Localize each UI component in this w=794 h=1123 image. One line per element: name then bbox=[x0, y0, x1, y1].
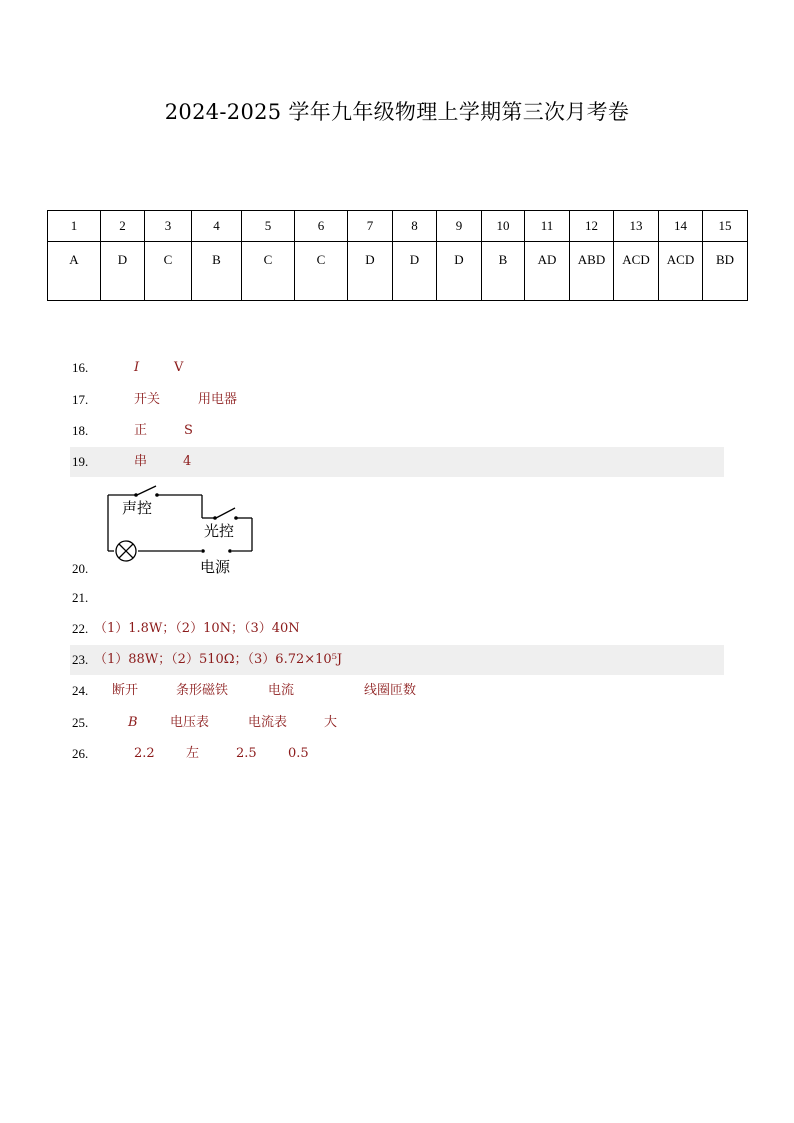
question-number-cell: 4 bbox=[192, 211, 242, 242]
power-source-label: 电源 bbox=[200, 558, 231, 576]
power-terminal bbox=[228, 549, 232, 553]
question-18 bbox=[70, 416, 724, 446]
question-20 bbox=[70, 554, 724, 584]
question-number-cell: 10 bbox=[482, 211, 525, 242]
answer-blank-1: 断开 bbox=[112, 683, 139, 698]
question-16 bbox=[70, 353, 724, 383]
question-19 bbox=[70, 447, 724, 477]
question-number-cell: 9 bbox=[437, 211, 482, 242]
answer-cell: B bbox=[482, 242, 525, 301]
question-number: 16. bbox=[72, 360, 89, 375]
question-number: 23. bbox=[72, 652, 89, 667]
answer-cell: BD bbox=[703, 242, 748, 301]
question-number: 20. bbox=[72, 561, 89, 576]
question-number-cell: 13 bbox=[614, 211, 659, 242]
answer-cell: D bbox=[348, 242, 393, 301]
question-26 bbox=[70, 739, 724, 769]
answer-cell: ACD bbox=[659, 242, 703, 301]
question-number: 25. bbox=[72, 715, 89, 730]
answer-blank-1: 串 bbox=[134, 454, 148, 469]
answer-table bbox=[47, 210, 748, 301]
answer-cell: ACD bbox=[614, 242, 659, 301]
answer-blank-1: B bbox=[128, 715, 138, 730]
question-number: 24. bbox=[72, 683, 89, 698]
question-number-cell: 2 bbox=[101, 211, 145, 242]
question-number-cell: 1 bbox=[48, 211, 101, 242]
answer-blank-4: 0.5 bbox=[288, 746, 309, 761]
answer-cell: D bbox=[393, 242, 437, 301]
question-number: 26. bbox=[72, 746, 89, 761]
answer-text: （1）1.8W；（2）10N；（3）40N bbox=[94, 621, 300, 636]
question-24 bbox=[70, 676, 724, 706]
answer-blank-2: 4 bbox=[183, 454, 192, 469]
answer-cell: ABD bbox=[570, 242, 614, 301]
answer-blank-3: 电流表 bbox=[248, 715, 288, 730]
table-answer-row bbox=[48, 242, 748, 301]
question-17 bbox=[70, 385, 724, 415]
answer-cell: C bbox=[295, 242, 348, 301]
question-number-cell: 11 bbox=[525, 211, 570, 242]
answer-blank-2: 用电器 bbox=[198, 392, 238, 407]
answer-cell: D bbox=[101, 242, 145, 301]
answer-blank-2: V bbox=[174, 360, 184, 375]
answer-blank-4: 线圈匝数 bbox=[364, 683, 417, 698]
question-number-cell: 12 bbox=[570, 211, 614, 242]
question-number-cell: 8 bbox=[393, 211, 437, 242]
question-number: 17. bbox=[72, 392, 89, 407]
answer-blank-1: I bbox=[134, 360, 140, 375]
answer-text: （1）88W；（2）510Ω；（3）6.72×10⁵J bbox=[94, 652, 343, 667]
answer-cell: C bbox=[145, 242, 192, 301]
answer-blank-2: S bbox=[184, 423, 193, 438]
answer-blank-2: 条形磁铁 bbox=[176, 683, 229, 698]
answer-cell: D bbox=[437, 242, 482, 301]
question-number-cell: 5 bbox=[242, 211, 295, 242]
question-22 bbox=[70, 614, 724, 644]
question-number: 22. bbox=[72, 621, 89, 636]
answer-blank-4: 大 bbox=[324, 715, 338, 730]
answer-cell: C bbox=[242, 242, 295, 301]
question-number: 21. bbox=[72, 590, 89, 605]
answer-blank-3: 电流 bbox=[268, 683, 295, 698]
answer-cell: B bbox=[192, 242, 242, 301]
question-23 bbox=[70, 645, 724, 675]
light-switch-label: 光控 bbox=[204, 522, 235, 540]
answer-cell: A bbox=[48, 242, 101, 301]
switch-terminal bbox=[234, 516, 238, 520]
answer-blank-2: 左 bbox=[186, 746, 200, 761]
question-number: 19. bbox=[72, 454, 89, 469]
question-number: 18. bbox=[72, 423, 89, 438]
power-terminal bbox=[201, 549, 205, 553]
answer-blank-3: 2.5 bbox=[236, 746, 257, 761]
sound-switch-label: 声控 bbox=[122, 499, 153, 517]
answer-blank-2: 电压表 bbox=[170, 715, 210, 730]
answer-cell: AD bbox=[525, 242, 570, 301]
answer-blank-1: 开关 bbox=[134, 392, 161, 407]
page-title: 2024-2025 学年九年级物理上学期第三次月考卷 bbox=[164, 100, 630, 124]
table-header-row bbox=[48, 211, 748, 242]
question-number-cell: 3 bbox=[145, 211, 192, 242]
question-25 bbox=[70, 708, 724, 738]
question-21 bbox=[70, 583, 724, 613]
question-number-cell: 15 bbox=[703, 211, 748, 242]
answer-blank-1: 2.2 bbox=[134, 746, 155, 761]
switch-terminal bbox=[155, 493, 159, 497]
question-number-cell: 6 bbox=[295, 211, 348, 242]
answer-blank-1: 正 bbox=[134, 423, 148, 438]
question-number-cell: 14 bbox=[659, 211, 703, 242]
question-number-cell: 7 bbox=[348, 211, 393, 242]
